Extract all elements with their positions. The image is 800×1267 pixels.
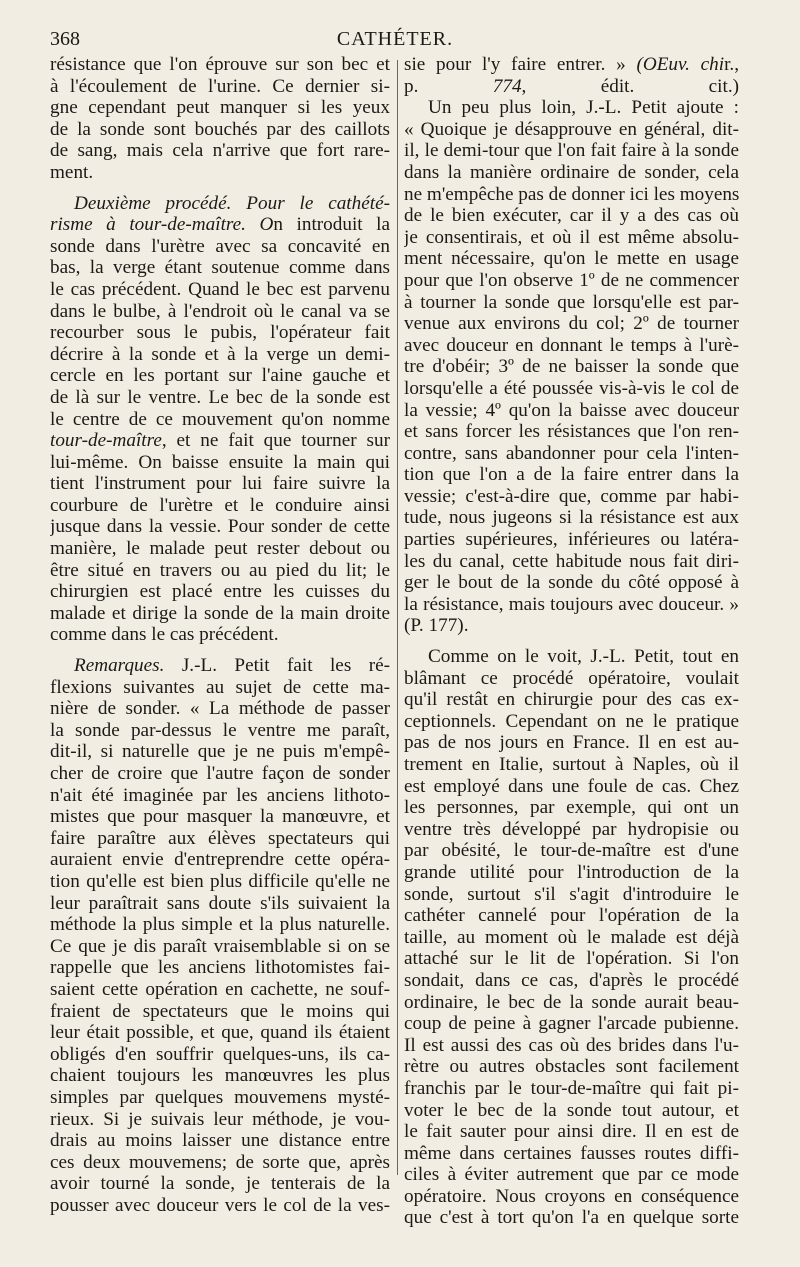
text-line: le fait sauter pour ainsi dire. Il en est de	[404, 1121, 739, 1143]
text-line: pas de nos jours en France. Il en est au-	[404, 732, 739, 754]
text-line: par obésité, le tour-de-maître est d'une	[404, 840, 739, 862]
text-line: ment nécessaire, qu'on le mette en usage	[404, 248, 739, 270]
text-line: avec douceur en donnant le temps à l'urè-	[404, 334, 739, 356]
text-line: auraient envie d'entreprendre cette opéra-	[50, 849, 390, 871]
paragraph-gap	[50, 646, 390, 655]
text-line: le cas précédent. Quand le bec est parvenu	[50, 278, 390, 300]
right-column	[404, 54, 739, 1229]
text-line: n'ait été imaginée par les anciens lithoto-	[50, 784, 390, 806]
text-line: de la sonde sont bouchés par des caillots	[50, 118, 390, 140]
text-line: être situé en travers ou au pied du lit; le	[50, 559, 390, 581]
text-line: ne m'empêche pas de donner ici les moyens	[404, 183, 739, 205]
text-line: à tourner la sonde que lorsqu'elle est par-	[404, 291, 739, 313]
text-line: sondait, dans ce cas, d'après le procédé	[404, 969, 739, 991]
text-line: ventre très développé par hydropisie ou	[404, 818, 739, 840]
text-line: à l'écoulement de l'urine. Ce dernier si-	[50, 75, 390, 97]
text-line: la résistance, mais toujours avec douceur. »	[404, 593, 739, 615]
text-line: jusque dans la vessie. Pour sonder de cette	[50, 516, 390, 538]
text-line: ordinaire, le bec de la sonde aurait beau-	[404, 991, 739, 1013]
page-number: 368	[50, 28, 80, 50]
text-line: est employé dans une foule de cas. Chez	[404, 775, 739, 797]
text-line: voter le bec de la sonde tout autour, et	[404, 1099, 739, 1121]
text-line: coup de peine à gagner l'arcade pubienne.	[404, 1013, 739, 1035]
text-line: pousser avec douceur vers le col de la ves-	[50, 1194, 390, 1216]
text-line: leur était possible, et que, quand ils étaient	[50, 1022, 390, 1044]
text-line: cercle en les portant sur l'aine gauche et	[50, 365, 390, 387]
text-line: venue aux environs du col; 2º de tourner	[404, 313, 739, 335]
text-line: résistance que l'on éprouve sur son bec et	[50, 54, 390, 75]
text-line: Ce que je dis paraît vraisemblable si on se	[50, 935, 390, 957]
text-line: franchis par le tour-de-maître qui fait pi-	[404, 1077, 739, 1099]
text-line: (P. 177).	[404, 615, 469, 637]
page-header	[50, 28, 740, 54]
text-line: le centre de ce mouvement qu'on nomme	[50, 408, 390, 430]
text-line: manière, le malade peut rester debout ou	[50, 538, 390, 560]
text-line: tion que l'on a de la faire entrer dans la	[404, 464, 739, 486]
left-column	[50, 54, 390, 1216]
text-line: de sang, mais cela n'arrive que fort rare-	[50, 140, 390, 162]
text-line: les du canal, cette habitude nous fait diri-	[404, 550, 739, 572]
text-line: rètre ou autres obstacles sont facilement	[404, 1056, 739, 1078]
text-line: que c'est à tort qu'on l'a en quelque sorte	[404, 1207, 739, 1229]
text-line: ment.	[50, 161, 94, 183]
column-divider	[397, 60, 398, 1175]
text-line: rieux. Si je suivais leur méthode, je vou-	[50, 1108, 390, 1130]
text-line: tour-de-maître, et ne fait que tourner sur	[50, 430, 390, 452]
text-line: même dans certaines fausses routes diffi-	[404, 1142, 739, 1164]
text-line: trement en Italie, surtout à Naples, où il	[404, 754, 739, 775]
text-line: chirurgien est placé entre les cuisses du	[50, 581, 390, 603]
text-line: p. 774, édit. cit.)	[404, 75, 739, 97]
text-line: cher de croire que l'autre façon de sonder	[50, 763, 390, 784]
text-line: rappelle que les anciens lithotomistes fai-	[50, 957, 390, 979]
text-line: cathéter cannelé pour l'opération de la	[404, 905, 739, 927]
text-line: lorsqu'elle a été poussée vis-à-vis le col de	[404, 377, 739, 399]
text-line: tient l'instrument pour lui faire suivre la	[50, 473, 390, 495]
text-line: décrire à la sonde et à la verge un demi-	[50, 343, 390, 365]
text-line: sie pour l'y faire entrer. » (OEuv. chir.,	[404, 54, 739, 75]
text-line: faire paraître aux élèves spectateurs qui	[50, 827, 390, 849]
text-line: sonde dans l'urètre avec sa concavité en	[50, 235, 390, 257]
paragraph-gap	[404, 637, 739, 646]
text-line: les personnes, par exemple, qui ont un	[404, 797, 739, 819]
text-line: Un peu plus loin, J.-L. Petit ajoute :	[428, 97, 739, 119]
text-line: comme dans le cas précédent.	[50, 624, 279, 646]
text-line: gne cependant peut manquer si les yeux	[50, 97, 390, 119]
text-line: la vessie; 4º qu'on la baisse avec douceur	[404, 399, 739, 421]
text-line: drais au moins laisser une distance entre	[50, 1130, 390, 1152]
text-line: vessie; c'est-à-dire que, comme par habi-	[404, 485, 739, 507]
paragraph-gap	[50, 184, 390, 193]
text-line: taille, au moment où le malade est déjà	[404, 926, 739, 948]
text-line: attaché sur le lit de l'opération. Si l'on	[404, 948, 739, 970]
text-line: « Quoique je désapprouve en général, dit-	[404, 118, 739, 140]
text-line: saient cette opération en cachette, ne souf-	[50, 978, 390, 1000]
text-line: grande utilité pour l'introduction de la	[404, 861, 739, 883]
text-line: Comme on le voit, J.-L. Petit, tout en	[428, 646, 739, 668]
text-line: de le bien exécuter, car il y a des cas où	[404, 205, 739, 227]
text-line: ger le bout de la sonde du côté opposé à	[404, 572, 739, 594]
running-title: CATHÉTER.	[336, 28, 454, 50]
text-line: fraient de spectateurs que le moins qui	[50, 1000, 390, 1022]
text-line: bas, la verge étant soutenue comme dans	[50, 257, 390, 279]
text-line: dans le bulbe, à l'endroit où le canal va se	[50, 300, 390, 322]
text-line: de là sur le ventre. Le bec de la sonde est	[50, 386, 390, 408]
text-line: il, le demi-tour que l'on fait faire à la sonde	[404, 140, 739, 162]
text-line: malade et dirige la sonde de la main droite	[50, 602, 390, 624]
text-line: Il est aussi des cas où des brides dans l'u-	[404, 1034, 739, 1056]
text-line: leur paraîtrait sans doute s'ils suivaient la	[50, 892, 390, 914]
text-line: opératoire. Nous croyons en conséquence	[404, 1185, 739, 1207]
text-line: contre, sans abandonner pour cela l'inten-	[404, 442, 739, 464]
text-line: parties supérieures, inférieures ou latéra-	[404, 529, 739, 551]
text-line: ceptionnels. Cependant on ne le pratique	[404, 710, 739, 732]
text-line: tion qu'elle est bien plus difficile qu'elle ne	[50, 870, 390, 892]
text-line: tude, nous jugeons si la résistance est aux	[404, 507, 739, 529]
text-line: lui-même. On baisse ensuite la main qui	[50, 451, 390, 473]
text-line: courbure de l'urètre et le conduire ainsi	[50, 494, 390, 516]
text-line: flexions suivantes au sujet de cette ma-	[50, 676, 390, 698]
text-line: sonde, surtout s'il s'agit d'introduire le	[404, 883, 739, 905]
text-line: blâmant ce procédé opératoire, voulait	[404, 667, 739, 689]
text-line: tre d'obéir; 3º de ne baisser la sonde que	[404, 356, 739, 378]
text-line: simples par quelques mouvemens mysté-	[50, 1086, 390, 1108]
text-line: Remarques. J.-L. Petit fait les ré-	[74, 655, 390, 677]
text-line: dans la manière ordinaire de sonder, cela	[404, 161, 739, 183]
text-line: dit-il, si naturelle que je ne puis m'empê-	[50, 741, 390, 763]
text-line: pour que l'on observe 1º de ne commencer	[404, 269, 739, 291]
text-line: je consentirais, et où il est même absolu-	[404, 226, 739, 248]
text-line: risme à tour-de-maître. On introduit la	[50, 214, 390, 236]
text-line: nière de sonder. « La méthode de passer	[50, 698, 390, 720]
text-line: chaient toujours les manœuvres les plus	[50, 1065, 390, 1087]
text-line: qu'il restât en chirurgie pour des cas ex-	[404, 689, 739, 711]
text-line: obligés d'en souffrir quelques-uns, ils ca-	[50, 1043, 390, 1065]
text-line: avoir tourné la sonde, je tenterais de la	[50, 1173, 390, 1195]
text-line: recourber sous le pubis, l'opérateur fait	[50, 322, 390, 344]
text-line: ciles à éviter autrement que par ce mode	[404, 1164, 739, 1186]
text-line: la sonde par-dessus le ventre me paraît,	[50, 719, 390, 741]
text-line: ces deux mouvemens; de sorte que, après	[50, 1151, 390, 1173]
text-line: et sans forcer les résistances que l'on ren-	[404, 421, 739, 443]
text-line: mistes que pour masquer la manœuvre, et	[50, 806, 390, 828]
text-line: méthode la plus simple et la plus naturelle.	[50, 914, 390, 936]
text-line: Deuxième procédé. Pour le cathété-	[74, 192, 390, 214]
